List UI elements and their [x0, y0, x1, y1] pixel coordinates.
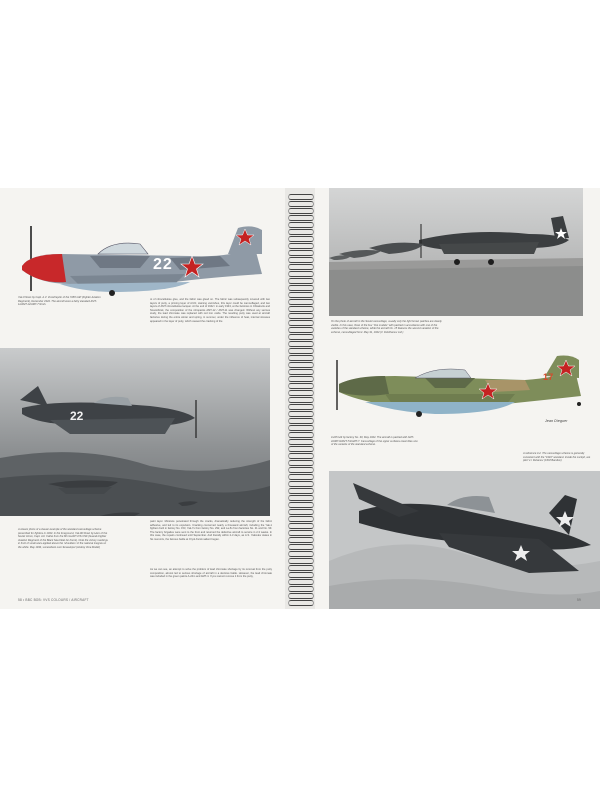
il2-profile-caption: Il-2M built by factory No. 30, May 1944. The aircraft is painted with AMT-4/AMT-6/AMT-7/2/AMT-7. Camouflage of the upper surfaces resembles one of the variants of the standard scheme. [331, 436, 418, 447]
binding-coil [288, 264, 314, 270]
binding-coil [288, 306, 314, 312]
binding-coil [288, 502, 314, 508]
binding-coil [288, 362, 314, 368]
binding-coil [288, 411, 314, 417]
right-page-folio: 59 [577, 598, 581, 602]
binding-coil [288, 593, 314, 599]
binding-coil [288, 460, 314, 466]
binding-coil [288, 397, 314, 403]
body-text-bottom-2: As we can see, an attempt to solve the problem of lead chromate shortage by its removal from the putty composition, almost led to serious shortage of aircraft in a decisive battle. However, the lead chromate was included in the green paints A-24m and AMT-4. If you cannot remove it from the putty, [150, 568, 272, 579]
binding-coil [288, 453, 314, 459]
binding-coil [288, 551, 314, 557]
binding-coil [288, 194, 314, 200]
binding-coil [288, 390, 314, 396]
binding-coil [288, 481, 314, 487]
binding-coil [288, 579, 314, 585]
left-page [0, 188, 285, 609]
right-page [315, 188, 600, 609]
yak9-profile-tail-number: 22 [153, 256, 173, 273]
body-text-top: ot of nitrocellulose glue, and the fabric was glued on. The fabric was subsequently covered with two layers of putty, a priming layer of AII-N, staining varnishes, this layer could be camouflaged, and two layers of AMT nitrocellulose lacquer. At the end of 1942 / in early 1943, at the factories in Chkalovsk and Novosibirsk, the composition of the nitropaints AMT-12 / AMT-11 was changed. Without any serious study, the lead chromate was replaced with red iron oxide. The resulting putty was used at aircraft factories during the entire winter and spring, in summer, under the influence of heat, internal stresses appeared in the layer of putty, which caused the cracking of the [150, 298, 270, 323]
binding-coil [288, 425, 314, 431]
binding-coil [288, 586, 314, 592]
artist-signature: Jean Dieguer [545, 419, 568, 423]
binding-coil [288, 523, 314, 529]
il2-ground-photo [329, 188, 583, 316]
binding-coil [288, 292, 314, 298]
binding-coil [288, 243, 314, 249]
binding-coil [288, 348, 314, 354]
binding-coil [288, 516, 314, 522]
binding-coil [288, 600, 314, 606]
top-photo-caption: Yak-9 flown by Capt. A.V. Vorozheykin of the 728th IAP (Fighter Aviation Regiment), December 1944. The aircraft wore a fairly standard AMT-11/AMT-12/AMT-7 finish. [18, 296, 101, 307]
binding-coil [288, 201, 314, 207]
binding-coil [288, 236, 314, 242]
il2-profile-illustration [325, 348, 585, 428]
body-text-bottom-1: paint layer. Moisture penetrated through the cracks, dramatically reducing the strength of the fabric adhesive, and led to its expulsion. Cracking concerned nearly a thousand aircraft, including the Yak-1 fighters built in factory No. 153, Yak-7s from factory No. 292, and La-5s from factories No. 21 and No. 99. The factory brigades were sent to the front and returned the defective aircraft to service in 2-3 weeks. In this case, the repairs continued until September. And literally within 2-3 days, as A.S. Yakovlev states in his memoirs, the famous battle at Oryol-Kursk salient began. [150, 520, 272, 541]
binding-coil [288, 474, 314, 480]
binding-coil [288, 369, 314, 375]
left-page-folio: 58 • ВВС ВОВ: VVS COLOURS / AIRCRAFT [18, 598, 89, 602]
binding-coil [288, 271, 314, 277]
binding-coil [288, 376, 314, 382]
binding-coil [288, 383, 314, 389]
binding-coil [288, 327, 314, 333]
ground-photo-caption: On the photo of aircraft in the Soviet camouflage, usually only the light brown patches are clearly visible. In this case, three of the four "line models" with painted in accordance with one of the varieties of the standard scheme, while the aircraft No. 15 features the second variation of the scheme, camouflaged front. May 31, 1944 (V. Dobkhanov coll.) [331, 320, 442, 334]
binding-coil [288, 278, 314, 284]
bottom-photo-caption: A classic photo of a classic example of the standard camouflage scheme prescribed for fighters in 1943. In the foreground, Yak-9D flown by Hero of the Soviet Union, Capt. A.F. Cathe from the 6th GvIAP VVS CSF (Guards Fighter Aviation Regiment of the Black Sea Fleet Air Force). Note the victory markings in front of small stars applied above the 'shoulders' of the national insignia on the white. May 1944, somewhere over Sevastopol (Andrey Vera Model) [18, 528, 108, 549]
binding-coil [288, 222, 314, 228]
binding-coil [288, 467, 314, 473]
binding-coil [288, 229, 314, 235]
book-spread [0, 188, 600, 609]
binding-coil [288, 432, 314, 438]
yak9-profile-illustration [0, 196, 285, 296]
binding-coil [288, 257, 314, 263]
binding-coil [288, 537, 314, 543]
binding-coil [288, 572, 314, 578]
binding-coil [288, 418, 314, 424]
binding-coil [288, 558, 314, 564]
binding-coil [288, 320, 314, 326]
binding-coil [288, 565, 314, 571]
svg-text:22: 22 [70, 409, 84, 423]
binding-coil [288, 495, 314, 501]
binding-coil [288, 439, 314, 445]
binding-coil [288, 250, 314, 256]
il2-inflight-photo [329, 471, 600, 609]
binding-coil [288, 488, 314, 494]
binding-coil [288, 530, 314, 536]
il2-profile-tail-number: 17 [543, 372, 554, 382]
binding-coil [288, 208, 314, 214]
binding-coil [288, 313, 314, 319]
binding-coil [288, 285, 314, 291]
il2-inflight-caption: A reference Il-2. The camouflage scheme is generally consistent with the "1943" standard. Inside the cockpit, are pilot V.I. Rubanov (CKM Bandion) [523, 452, 591, 463]
binding-coil [288, 299, 314, 305]
binding-coil [288, 446, 314, 452]
binding-coil [288, 404, 314, 410]
binding-coil [288, 544, 314, 550]
binding-coil [288, 341, 314, 347]
binding-coil [288, 509, 314, 515]
binding-coil [288, 215, 314, 221]
yak9-formation-photo [0, 348, 270, 516]
binding-coil [288, 334, 314, 340]
binding-coil [288, 355, 314, 361]
